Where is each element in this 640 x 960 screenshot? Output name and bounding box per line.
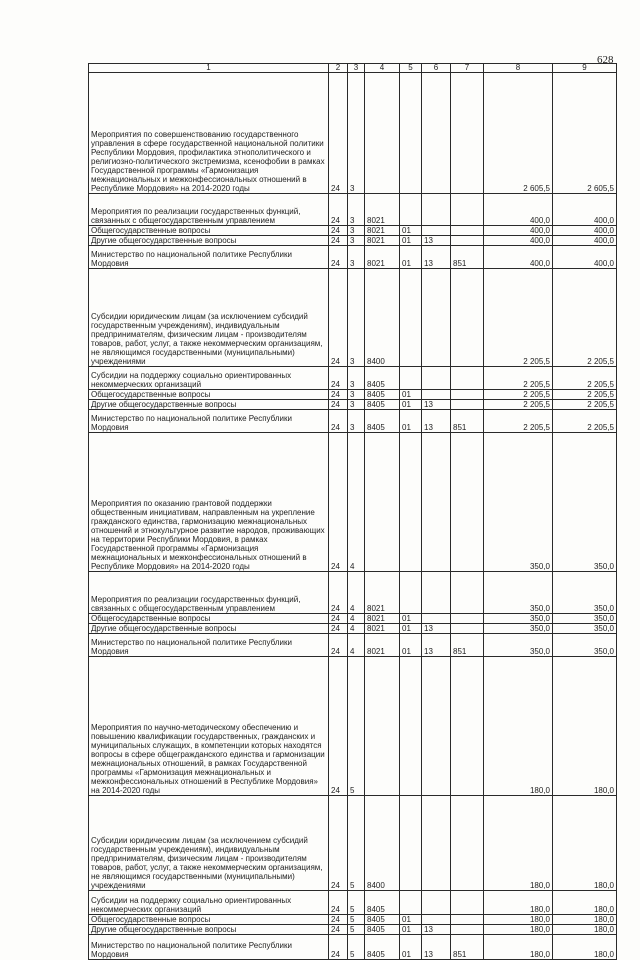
cell-c6 xyxy=(422,390,451,400)
cell-c9: 350,0 xyxy=(553,624,617,634)
cell-c4: 8021 xyxy=(365,624,400,634)
cell-c8: 350,0 xyxy=(484,634,553,657)
cell-c8: 350,0 xyxy=(484,572,553,614)
cell-c5: 01 xyxy=(400,226,422,236)
cell-c3: 5 xyxy=(348,925,365,935)
cell-c3: 3 xyxy=(348,226,365,236)
cell-c2: 24 xyxy=(329,236,348,246)
cell-c4 xyxy=(365,73,400,194)
cell-c2: 24 xyxy=(329,572,348,614)
cell-c9: 180,0 xyxy=(553,925,617,935)
row-name: Другие общегосударственные вопросы xyxy=(89,925,329,935)
cell-c2: 24 xyxy=(329,390,348,400)
cell-c6 xyxy=(422,73,451,194)
cell-c8: 180,0 xyxy=(484,915,553,925)
cell-c6: 13 xyxy=(422,624,451,634)
cell-c9: 2 205,5 xyxy=(553,367,617,390)
row-name: Общегосударственные вопросы xyxy=(89,226,329,236)
cell-c7: 851 xyxy=(451,935,484,960)
cell-c4: 8405 xyxy=(365,410,400,433)
cell-c3: 5 xyxy=(348,915,365,925)
cell-c6: 13 xyxy=(422,634,451,657)
cell-c6: 13 xyxy=(422,410,451,433)
table-row xyxy=(89,614,617,624)
cell-c8: 400,0 xyxy=(484,246,553,269)
cell-c2: 24 xyxy=(329,73,348,194)
cell-c5: 01 xyxy=(400,915,422,925)
cell-c3: 3 xyxy=(348,390,365,400)
cell-c2: 24 xyxy=(329,433,348,572)
row-name: Субсидии юридическим лицам (за исключением субсидий государственным учреждениям), индивидуальным предпринимателям, физическим лицам - производителям товаров, работ, услуг, а также некоммерческим организациям, не являющимся государственными (муниципальными) учреждениями xyxy=(89,269,329,367)
cell-c9: 400,0 xyxy=(553,246,617,269)
cell-c3: 5 xyxy=(348,935,365,960)
column-header: 2 xyxy=(329,64,348,73)
cell-c4: 8405 xyxy=(365,400,400,410)
cell-c8: 2 205,5 xyxy=(484,367,553,390)
cell-c4 xyxy=(365,657,400,796)
cell-c4: 8405 xyxy=(365,915,400,925)
table-row xyxy=(89,269,617,367)
column-header: 5 xyxy=(400,64,422,73)
cell-c4: 8021 xyxy=(365,226,400,236)
table-row xyxy=(89,433,617,572)
cell-c6 xyxy=(422,226,451,236)
cell-c6 xyxy=(422,614,451,624)
cell-c8: 2 205,5 xyxy=(484,390,553,400)
cell-c9: 350,0 xyxy=(553,634,617,657)
cell-c5: 01 xyxy=(400,935,422,960)
cell-c4: 8405 xyxy=(365,891,400,915)
cell-c6 xyxy=(422,891,451,915)
cell-c3: 4 xyxy=(348,433,365,572)
cell-c6: 13 xyxy=(422,236,451,246)
cell-c2: 24 xyxy=(329,891,348,915)
cell-c7 xyxy=(451,624,484,634)
cell-c7 xyxy=(451,236,484,246)
cell-c5 xyxy=(400,796,422,891)
cell-c3: 3 xyxy=(348,73,365,194)
cell-c9: 180,0 xyxy=(553,796,617,891)
row-name: Общегосударственные вопросы xyxy=(89,390,329,400)
cell-c3: 3 xyxy=(348,194,365,226)
cell-c2: 24 xyxy=(329,410,348,433)
cell-c5: 01 xyxy=(400,400,422,410)
cell-c6: 13 xyxy=(422,246,451,269)
column-header: 1 xyxy=(89,64,329,73)
cell-c2: 24 xyxy=(329,796,348,891)
row-name: Мероприятия по оказанию грантовой поддержки общественным инициативам, направленным на укрепление гражданского единства, гармонизацию межнациональных отношений и этнокультурное развитие народов, проживающих на территории Республики Мордовия, в рамках Государственной программы «Гармонизация межнациональных и межконфессиональных отношений в Республике Мордовия» на 2014-2020 годы xyxy=(89,433,329,572)
cell-c8: 2 605,5 xyxy=(484,73,553,194)
cell-c5 xyxy=(400,367,422,390)
cell-c3: 3 xyxy=(348,367,365,390)
cell-c8: 2 205,5 xyxy=(484,269,553,367)
cell-c9: 180,0 xyxy=(553,935,617,960)
cell-c3: 3 xyxy=(348,400,365,410)
cell-c7 xyxy=(451,73,484,194)
cell-c8: 350,0 xyxy=(484,614,553,624)
cell-c2: 24 xyxy=(329,634,348,657)
cell-c7 xyxy=(451,390,484,400)
cell-c7: 851 xyxy=(451,410,484,433)
table-row xyxy=(89,226,617,236)
cell-c9: 2 205,5 xyxy=(553,410,617,433)
cell-c4 xyxy=(365,433,400,572)
cell-c3: 4 xyxy=(348,572,365,614)
row-name: Субсидии юридическим лицам (за исключением субсидий государственным учреждениям), индивидуальным предпринимателям, физическим лицам - производителям товаров, работ, услуг, а также некоммерческим организациям, не являющимся государственными (муниципальными) учреждениями xyxy=(89,796,329,891)
row-name: Мероприятия по совершенствованию государственного управления в сфере государственной национальной политики Республики Мордовия, профилактика этнополитического и религиозно-политического экстремизма, ксенофобии в рамках Государственной программы «Гармонизация межнациональных и межконфессиональных отношений в Республике Мордовия» на 2014-2020 годы xyxy=(89,73,329,194)
cell-c4: 8405 xyxy=(365,935,400,960)
cell-c8: 180,0 xyxy=(484,925,553,935)
cell-c3: 4 xyxy=(348,614,365,624)
cell-c8: 400,0 xyxy=(484,236,553,246)
cell-c5 xyxy=(400,73,422,194)
cell-c7 xyxy=(451,891,484,915)
header-row xyxy=(89,64,617,73)
cell-c2: 24 xyxy=(329,226,348,236)
cell-c9: 350,0 xyxy=(553,572,617,614)
cell-c5 xyxy=(400,891,422,915)
cell-c3: 3 xyxy=(348,246,365,269)
cell-c8: 180,0 xyxy=(484,796,553,891)
column-header: 8 xyxy=(484,64,553,73)
cell-c8: 350,0 xyxy=(484,624,553,634)
cell-c2: 24 xyxy=(329,925,348,935)
table-row xyxy=(89,657,617,796)
row-name: Министерство по национальной политике Республики Мордовия xyxy=(89,246,329,269)
cell-c3: 3 xyxy=(348,269,365,367)
cell-c7 xyxy=(451,796,484,891)
table-row xyxy=(89,634,617,657)
cell-c8: 400,0 xyxy=(484,194,553,226)
cell-c6 xyxy=(422,657,451,796)
cell-c2: 24 xyxy=(329,915,348,925)
cell-c5: 01 xyxy=(400,925,422,935)
cell-c7 xyxy=(451,572,484,614)
cell-c8: 180,0 xyxy=(484,657,553,796)
cell-c8: 180,0 xyxy=(484,891,553,915)
cell-c9: 350,0 xyxy=(553,433,617,572)
cell-c6 xyxy=(422,915,451,925)
row-name: Общегосударственные вопросы xyxy=(89,915,329,925)
cell-c6 xyxy=(422,367,451,390)
cell-c8: 180,0 xyxy=(484,935,553,960)
cell-c8: 2 205,5 xyxy=(484,410,553,433)
cell-c7 xyxy=(451,614,484,624)
cell-c4: 8021 xyxy=(365,572,400,614)
row-name: Другие общегосударственные вопросы xyxy=(89,624,329,634)
cell-c7 xyxy=(451,400,484,410)
cell-c8: 2 205,5 xyxy=(484,400,553,410)
cell-c2: 24 xyxy=(329,657,348,796)
table-row xyxy=(89,400,617,410)
cell-c9: 2 205,5 xyxy=(553,269,617,367)
cell-c2: 24 xyxy=(329,614,348,624)
cell-c3: 5 xyxy=(348,657,365,796)
row-name: Другие общегосударственные вопросы xyxy=(89,400,329,410)
cell-c4: 8021 xyxy=(365,236,400,246)
column-header: 7 xyxy=(451,64,484,73)
cell-c3: 4 xyxy=(348,634,365,657)
cell-c9: 2 605,5 xyxy=(553,73,617,194)
cell-c7 xyxy=(451,194,484,226)
cell-c7: 851 xyxy=(451,246,484,269)
table-row xyxy=(89,367,617,390)
cell-c6: 13 xyxy=(422,935,451,960)
cell-c5: 01 xyxy=(400,614,422,624)
cell-c4: 8405 xyxy=(365,390,400,400)
cell-c6 xyxy=(422,194,451,226)
row-name: Мероприятия по научно-методическому обеспечению и повышению квалификации государственных, гражданских и муниципальных служащих, в компетенции которых находятся вопросы в сфере общегражданского единства и гармонизации межнациональных отношений, в рамках Государственной программы «Гармонизация межнациональных и межконфессиональных отношений в Республике Мордовия» на 2014-2020 годы xyxy=(89,657,329,796)
cell-c2: 24 xyxy=(329,269,348,367)
cell-c5: 01 xyxy=(400,236,422,246)
cell-c9: 400,0 xyxy=(553,194,617,226)
table-row xyxy=(89,236,617,246)
row-name: Другие общегосударственные вопросы xyxy=(89,236,329,246)
table-row xyxy=(89,915,617,925)
cell-c7 xyxy=(451,226,484,236)
row-name: Министерство по национальной политике Республики Мордовия xyxy=(89,410,329,433)
cell-c5 xyxy=(400,433,422,572)
cell-c8: 400,0 xyxy=(484,226,553,236)
table-row xyxy=(89,410,617,433)
cell-c9: 400,0 xyxy=(553,236,617,246)
cell-c7 xyxy=(451,367,484,390)
column-header: 4 xyxy=(365,64,400,73)
table-row xyxy=(89,572,617,614)
page-number: 628 xyxy=(597,54,614,66)
table-row xyxy=(89,194,617,226)
table-row xyxy=(89,73,617,194)
cell-c4: 8405 xyxy=(365,925,400,935)
cell-c9: 2 205,5 xyxy=(553,400,617,410)
cell-c5 xyxy=(400,269,422,367)
cell-c7 xyxy=(451,925,484,935)
cell-c5: 01 xyxy=(400,246,422,269)
cell-c9: 180,0 xyxy=(553,915,617,925)
cell-c4: 8021 xyxy=(365,194,400,226)
cell-c7 xyxy=(451,433,484,572)
cell-c5: 01 xyxy=(400,624,422,634)
cell-c5: 01 xyxy=(400,634,422,657)
cell-c7 xyxy=(451,657,484,796)
column-header: 9 xyxy=(553,64,617,73)
cell-c9: 2 205,5 xyxy=(553,390,617,400)
cell-c4: 8405 xyxy=(365,367,400,390)
row-name: Субсидии на поддержку социально ориентированных некоммерческих организаций xyxy=(89,367,329,390)
cell-c3: 5 xyxy=(348,891,365,915)
table-row xyxy=(89,246,617,269)
table-body xyxy=(89,73,617,960)
cell-c5 xyxy=(400,194,422,226)
cell-c6 xyxy=(422,433,451,572)
cell-c6: 13 xyxy=(422,925,451,935)
cell-c5: 01 xyxy=(400,390,422,400)
table-row xyxy=(89,624,617,634)
cell-c9: 180,0 xyxy=(553,657,617,796)
cell-c8: 350,0 xyxy=(484,433,553,572)
column-header: 6 xyxy=(422,64,451,73)
cell-c3: 5 xyxy=(348,796,365,891)
row-name: Министерство по национальной политике Республики Мордовия xyxy=(89,634,329,657)
cell-c5 xyxy=(400,657,422,796)
cell-c9: 400,0 xyxy=(553,226,617,236)
cell-c4: 8400 xyxy=(365,796,400,891)
table-row xyxy=(89,796,617,891)
row-name: Мероприятия по реализации государственных функций, связанных с общегосударственным управлением xyxy=(89,572,329,614)
column-header: 3 xyxy=(348,64,365,73)
table-row xyxy=(89,390,617,400)
cell-c6: 13 xyxy=(422,400,451,410)
row-name: Министерство по национальной политике Республики Мордовия xyxy=(89,935,329,960)
cell-c9: 350,0 xyxy=(553,614,617,624)
cell-c2: 24 xyxy=(329,194,348,226)
cell-c7: 851 xyxy=(451,634,484,657)
cell-c9: 180,0 xyxy=(553,891,617,915)
row-name: Общегосударственные вопросы xyxy=(89,614,329,624)
cell-c2: 24 xyxy=(329,367,348,390)
cell-c7 xyxy=(451,915,484,925)
table-row xyxy=(89,935,617,960)
cell-c4: 8021 xyxy=(365,614,400,624)
cell-c7 xyxy=(451,269,484,367)
table-row xyxy=(89,925,617,935)
cell-c2: 24 xyxy=(329,624,348,634)
cell-c2: 24 xyxy=(329,400,348,410)
cell-c4: 8400 xyxy=(365,269,400,367)
cell-c6 xyxy=(422,572,451,614)
row-name: Мероприятия по реализации государственных функций, связанных с общегосударственным управлением xyxy=(89,194,329,226)
cell-c3: 3 xyxy=(348,236,365,246)
cell-c6 xyxy=(422,796,451,891)
cell-c5 xyxy=(400,572,422,614)
row-name: Субсидии на поддержку социально ориентированных некоммерческих организаций xyxy=(89,891,329,915)
cell-c2: 24 xyxy=(329,246,348,269)
cell-c3: 4 xyxy=(348,624,365,634)
budget-table xyxy=(88,63,617,960)
cell-c2: 24 xyxy=(329,935,348,960)
table-row xyxy=(89,891,617,915)
cell-c3: 3 xyxy=(348,410,365,433)
cell-c4: 8021 xyxy=(365,246,400,269)
cell-c6 xyxy=(422,269,451,367)
cell-c4: 8021 xyxy=(365,634,400,657)
cell-c5: 01 xyxy=(400,410,422,433)
